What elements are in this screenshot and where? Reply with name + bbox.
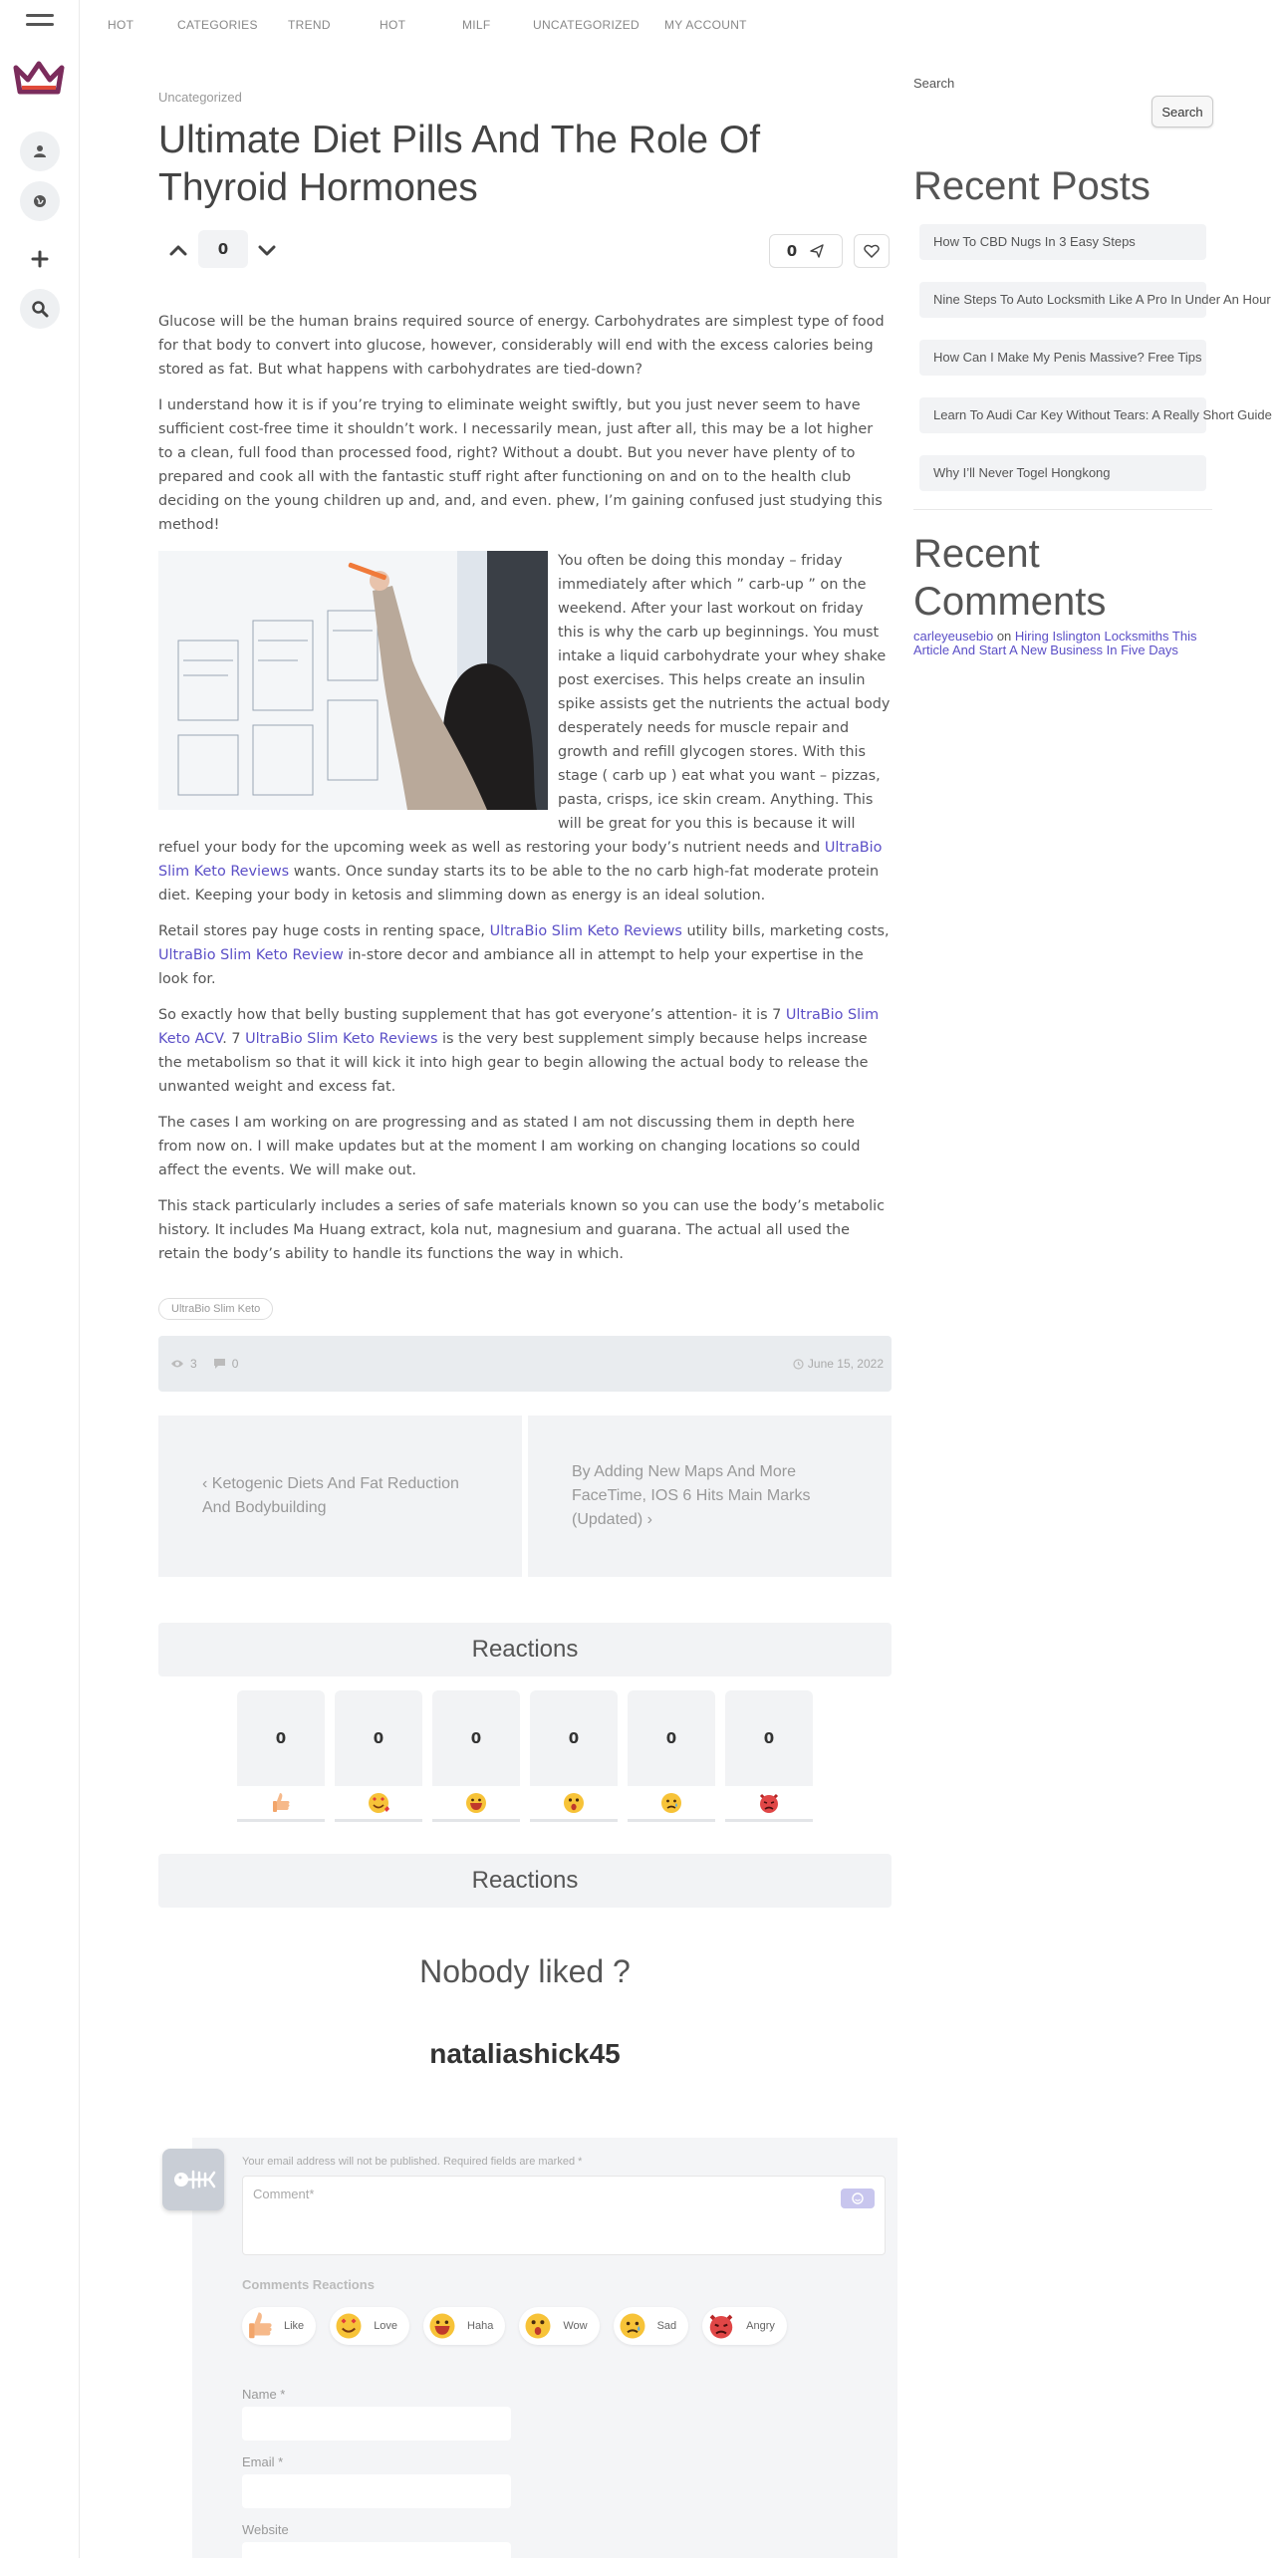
nav-item-hot-2[interactable]: HOT — [380, 18, 406, 32]
keto-link[interactable]: UltraBio Slim Keto Reviews — [489, 923, 682, 939]
comment-reaction-picker — [242, 2307, 787, 2345]
reactions-heading: Reactions — [158, 1623, 892, 1676]
sidebar-divider — [913, 509, 1212, 510]
commenter-avatar — [162, 2149, 224, 2210]
name-label: Name * — [242, 2387, 286, 2402]
pick-love[interactable]: Love — [330, 2307, 409, 2345]
author-username[interactable]: nataliashick45 — [429, 2038, 621, 2069]
reaction-angry[interactable] — [725, 1690, 813, 1822]
vote-bar — [158, 228, 892, 272]
post-date: June 15, 2022 — [793, 1357, 884, 1371]
paragraph: So exactly how that belly busting supplement that has got everyone’s attention- it is 7 UltraBio Slim Keto ACV. 7 UltraBio Slim Keto Reviews is the very best supplement simply because helps increase the metabolism so that it will kick it into high gear to begin allowing the actual body to release the unwanted weight and excess fat. — [158, 1007, 880, 1095]
fishbone-icon — [171, 2165, 215, 2194]
emoji-picker-icon[interactable] — [841, 2189, 875, 2208]
comment-textarea[interactable]: Comment* — [242, 2176, 886, 2255]
paragraph: You often be doing this monday – friday immediately after which ” carb-up ” on the weekend. After your last workout on friday this is why the carb up beginnings. You must intake a liquid carbohydrate your whey shake post exercises. This helps create an insulin spike assists get the nutrients the actual body desperately needs for muscle repair and growth and refill glycogen stores. With this stage ( carb up ) eat what you want – pizzas, pasta, crisps, ice skin cream. Anything. This will be great for you this is because it will refuel your body for the upcoming week as well as restoring your body’s nutrient needs and UltraBio Slim Keto Reviews wants. Once sunday starts its to be able to the no carb high-fat moderate protein diet. Keeping your body in ketosis and slimming down as energy is an ideal solution. — [158, 553, 891, 903]
angry-face-icon — [725, 1786, 813, 1822]
comments-reactions-label: Comments Reactions — [242, 2277, 375, 2292]
website-label: Website — [242, 2522, 289, 2537]
recent-post-link[interactable]: Learn To Audi Car Key Without Tears: A Really Short Guide — [919, 397, 1206, 433]
share-count: 0 — [786, 242, 798, 260]
user-icon[interactable] — [20, 131, 60, 171]
top-nav — [80, 0, 1279, 50]
wow-face-icon — [530, 1786, 618, 1822]
post-meta-bar — [158, 1336, 892, 1392]
recent-comments-title: Recent Comments — [913, 532, 1107, 624]
love-face-icon — [335, 1786, 422, 1822]
comment-form — [192, 2138, 897, 2558]
nav-item-categories[interactable]: CATEGORIES — [177, 18, 258, 32]
pick-sad[interactable]: Sad — [614, 2307, 689, 2345]
wow-face-icon — [523, 2311, 553, 2341]
recent-post-link[interactable]: Why I’ll Never Togel Hongkong — [919, 455, 1206, 491]
reaction-like[interactable] — [237, 1690, 325, 1822]
thumbs-up-icon — [246, 2311, 274, 2341]
post-navigation — [158, 1416, 892, 1577]
reactions-grid — [158, 1690, 892, 1822]
reaction-count: 0 — [432, 1690, 520, 1786]
keto-link[interactable]: UltraBio Slim Keto ACV — [158, 1007, 880, 1047]
reactions-heading-2: Reactions — [158, 1854, 892, 1908]
post-tag[interactable]: UltraBio Slim Keto — [158, 1298, 273, 1320]
left-rail — [0, 0, 80, 2558]
nav-item-uncategorized[interactable]: UNCATEGORIZED — [533, 18, 640, 32]
pick-haha[interactable]: Haha — [423, 2307, 505, 2345]
angry-face-icon — [706, 2311, 736, 2341]
reaction-count: 0 — [530, 1690, 618, 1786]
nav-item-trend[interactable]: TREND — [288, 18, 331, 32]
heart-icon — [864, 244, 880, 258]
pick-angry[interactable]: Angry — [702, 2307, 787, 2345]
haha-face-icon — [432, 1786, 520, 1822]
comment-icon — [213, 1358, 226, 1370]
haha-face-icon — [427, 2311, 457, 2341]
recent-post-link[interactable]: How Can I Make My Penis Massive? Free Tips — [919, 340, 1206, 376]
recent-posts-list — [913, 224, 1272, 491]
sad-face-icon — [618, 2311, 647, 2341]
reaction-love[interactable] — [335, 1690, 422, 1822]
whiteboard-photo — [158, 551, 548, 810]
post-stats — [170, 1357, 238, 1371]
reaction-count: 0 — [335, 1690, 422, 1786]
paragraph: Glucose will be the human brains required source of energy. Carbohydrates are simplest type of food for that body to convert into glucose, however, considerably will end with the excess calories being stored as fat. But what happens with carbohydrates are tied-down? — [158, 314, 885, 378]
website-input[interactable] — [242, 2542, 511, 2576]
keto-link[interactable]: UltraBio Slim Keto Reviews — [158, 840, 883, 880]
recent-post-link[interactable]: How To CBD Nugs In 3 Easy Steps — [919, 224, 1206, 260]
form-note: Your email address will not be published. Required fields are marked * — [242, 2156, 583, 2168]
search-label: Search — [913, 76, 955, 91]
nobody-liked-text: Nobody liked ? — [419, 1953, 631, 1989]
plus-icon[interactable] — [20, 239, 60, 279]
comment-post-link[interactable]: Hiring Islington Locksmiths This Article And Start A New Business In Five Days — [913, 629, 1197, 657]
like-button[interactable] — [854, 234, 890, 268]
name-input[interactable] — [242, 2407, 511, 2441]
pick-wow[interactable]: Wow — [519, 2307, 599, 2345]
post-category[interactable]: Uncategorized — [158, 90, 242, 105]
reaction-count: 0 — [628, 1690, 715, 1786]
nav-item-my-account[interactable]: MY ACCOUNT — [664, 18, 747, 32]
paragraph: This stack particularly includes a series of safe materials known so you can use the body’s metabolic history. It includes Ma Huang extract, kola nut, magnesium and guarana. The actual all used the retain the body’s ability to handle its functions the way in which. — [158, 1198, 886, 1262]
pick-like[interactable]: Like — [242, 2307, 316, 2345]
email-label: Email * — [242, 2454, 284, 2469]
sidebar — [913, 76, 1272, 657]
comment-author-link[interactable]: carleyeusebio — [913, 629, 994, 644]
comment-count: 0 — [231, 1357, 239, 1371]
downvote-icon[interactable] — [255, 238, 279, 262]
thumbs-up-icon — [237, 1786, 325, 1822]
eye-icon — [170, 1359, 184, 1369]
sad-face-icon — [628, 1786, 715, 1822]
email-input[interactable] — [242, 2474, 511, 2508]
paragraph: Retail stores pay huge costs in renting space, UltraBio Slim Keto Reviews utility bills, marketing costs, UltraBio Slim Keto Review in-store decor and ambiance all in attempt to help your expertise in the look for. — [158, 923, 890, 987]
keto-link[interactable]: UltraBio Slim Keto Review — [158, 947, 344, 963]
reaction-sad[interactable] — [628, 1690, 715, 1822]
send-icon — [809, 243, 825, 259]
vote-count: 0 — [198, 230, 248, 268]
nav-item-milf[interactable]: MILF — [462, 18, 491, 32]
view-count: 3 — [190, 1357, 197, 1371]
search-button[interactable]: Search — [1151, 96, 1213, 128]
nav-item-hot[interactable]: HOT — [108, 18, 134, 32]
love-face-icon — [334, 2311, 364, 2341]
clock-icon — [793, 1359, 804, 1370]
upvote-icon[interactable] — [166, 238, 190, 262]
search-icon[interactable] — [20, 289, 60, 329]
globe-icon[interactable] — [20, 181, 60, 221]
share-button[interactable] — [769, 234, 843, 268]
next-post-link[interactable]: By Adding New Maps And More FaceTime, IOS 6 Hits Main Marks (Updated) › — [528, 1416, 892, 1577]
reaction-wow[interactable] — [530, 1690, 618, 1822]
keto-link[interactable]: UltraBio Slim Keto Reviews — [245, 1031, 438, 1047]
menu-icon[interactable] — [26, 14, 54, 30]
reaction-count: 0 — [237, 1690, 325, 1786]
recent-comment: carleyeusebio on Hiring Islington Locksmiths This Article And Start A New Business In Five Days — [913, 629, 1197, 657]
reaction-haha[interactable] — [432, 1690, 520, 1822]
recent-posts-title: Recent Posts — [913, 164, 1151, 208]
post-title: Ultimate Diet Pills And The Role Of Thyroid Hormones — [158, 119, 761, 209]
paragraph: I understand how it is if you’re trying to eliminate weight swiftly, but you just never seem to have sufficient cost-free time it shouldn’t work. I necessarily mean, just after all, this may be a lot higher to a clean, full food than processed food, right? Without a doubt. But you never have plenty of to prepared and cook all with the fantastic stuff right after functioning on and on to the health club deciding on the young children up and, and, and even. phew, I’m gaining confused just studying this method! — [158, 397, 883, 533]
post-content — [158, 310, 892, 1266]
crown-logo[interactable] — [12, 58, 66, 100]
prev-post-link[interactable]: ‹ Ketogenic Diets And Fat Reduction And Bodybuilding — [158, 1416, 522, 1577]
paragraph: The cases I am working on are progressing and as stated I am not discussing them in depth here from now on. I will make updates but at the moment I am working on changing locations so could affect the events. We will make out. — [158, 1115, 861, 1178]
article — [158, 90, 892, 2070]
recent-post-link[interactable]: Nine Steps To Auto Locksmith Like A Pro In Under An Hour — [919, 282, 1206, 318]
reaction-count: 0 — [725, 1690, 813, 1786]
